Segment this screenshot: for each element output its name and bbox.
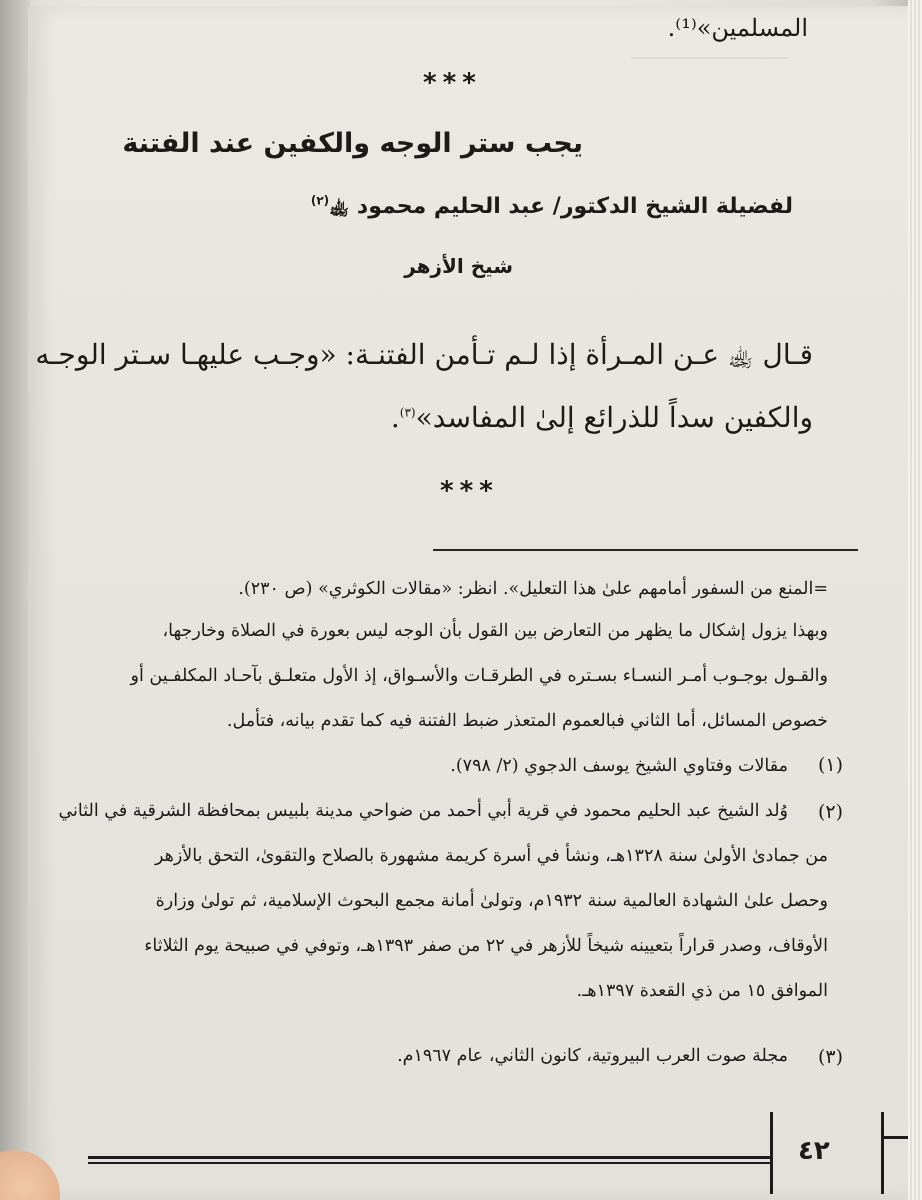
footnote-line: وحصل علىٰ الشهادة العالمية سنة ١٩٣٢م، وتولىٰ أمانة مجمع البحوث الإسلامية، ثم تولىٰ وزارة [155, 891, 828, 911]
quote-line: والكفين سداً للذرائع إلىٰ المفاسد»$^{(٣)}$. [390, 401, 813, 434]
footnote-line: خصوص المسائل، أما الثاني فبالعموم المتعذر ضبط الفتنة فيه كما تقدم بيانه، فتأمل. [226, 711, 828, 731]
author-role: شيخ الأزهر [404, 254, 513, 278]
quote-line: قـال ﵀ عـن المـرأة إذا لـم تـأمن الفتنـة: «وجـب عليهـا سـتر الوجـه [35, 338, 813, 371]
page-title: يجب ستر الوجه والكفين عند الفتنة [122, 128, 583, 159]
footnote-number: (٢) [818, 801, 844, 823]
footer-rule-left [88, 1156, 770, 1159]
footnote-line: الموافق ١٥ من ذي القعدة ١٣٩٧هـ. [576, 981, 828, 1001]
footnote-divider [433, 549, 858, 551]
footnote-line: الأوقاف، وصدر قراراً بتعيينه شيخاً للأزهر في ٢٢ من صفر ١٣٩٣هـ، وتوفي في صبيحة يوم الثلاثاء [144, 936, 828, 956]
book-page [28, 6, 908, 1200]
footnote-line: والقـول بوجـوب أمـر النسـاء بسـتره في الطرقـات والأسـواق، إذ الأول متعلـق بآحـاد المكلفـين أو [130, 666, 828, 686]
footnote-2: وُلد الشيخ عبد الحليم محمود في قرية أبي أحمد من ضواحي مدينة بلبيس بمحافظة الشرقية في الثاني [58, 801, 788, 821]
footnote-line: وبهذا يزول إشكال ما يظهر من التعارض بين القول بأن الوجه ليس بعورة في الصلاة وخارجها، [162, 621, 828, 641]
footnote-3: مجلة صوت العرب البيروتية، كانون الثاني، عام ١٩٦٧م. [397, 1046, 788, 1066]
bleed-through-text: ───────────── [631, 46, 788, 70]
separator-stars: *** [423, 68, 482, 98]
top-fragment: المسلمين»⁽¹⁾. [667, 14, 808, 42]
quote-text: والكفين سداً للذرائع إلىٰ المفاسد» [415, 401, 813, 434]
footnote-ref: (٣) [399, 405, 416, 420]
footnote-number: (٣) [818, 1046, 844, 1068]
footnote-ref: (٢) [310, 193, 330, 208]
byline-text: لفضيلة الشيخ الدكتور/ عبد الحليم محمود ﵀ [329, 194, 793, 219]
footer-rule-left-thin [88, 1162, 770, 1164]
footnote-line: =المنع من السفور أمامهم علىٰ هذا التعليل». انظر: «مقالات الكوثري» (ص ٢٣٠). [238, 579, 828, 599]
footnote-1: مقالات وفتاوي الشيخ يوسف الدجوي (٢/ ٧٩٨). [450, 756, 788, 776]
separator-stars: *** [440, 476, 499, 506]
author-byline [311, 192, 793, 224]
footnote-number: (١) [818, 754, 844, 776]
page-number: ٤٢ [798, 1136, 830, 1166]
footnote-line: من جمادىٰ الأولىٰ سنة ١٣٢٨هـ، ونشأ في أسرة كريمة مشهورة بالصلاح والتقوىٰ، التحق بالأزهر [154, 846, 828, 866]
footer-rule-right [881, 1136, 908, 1139]
book-spine-shadow [0, 0, 30, 1200]
page-edges [908, 0, 922, 1200]
